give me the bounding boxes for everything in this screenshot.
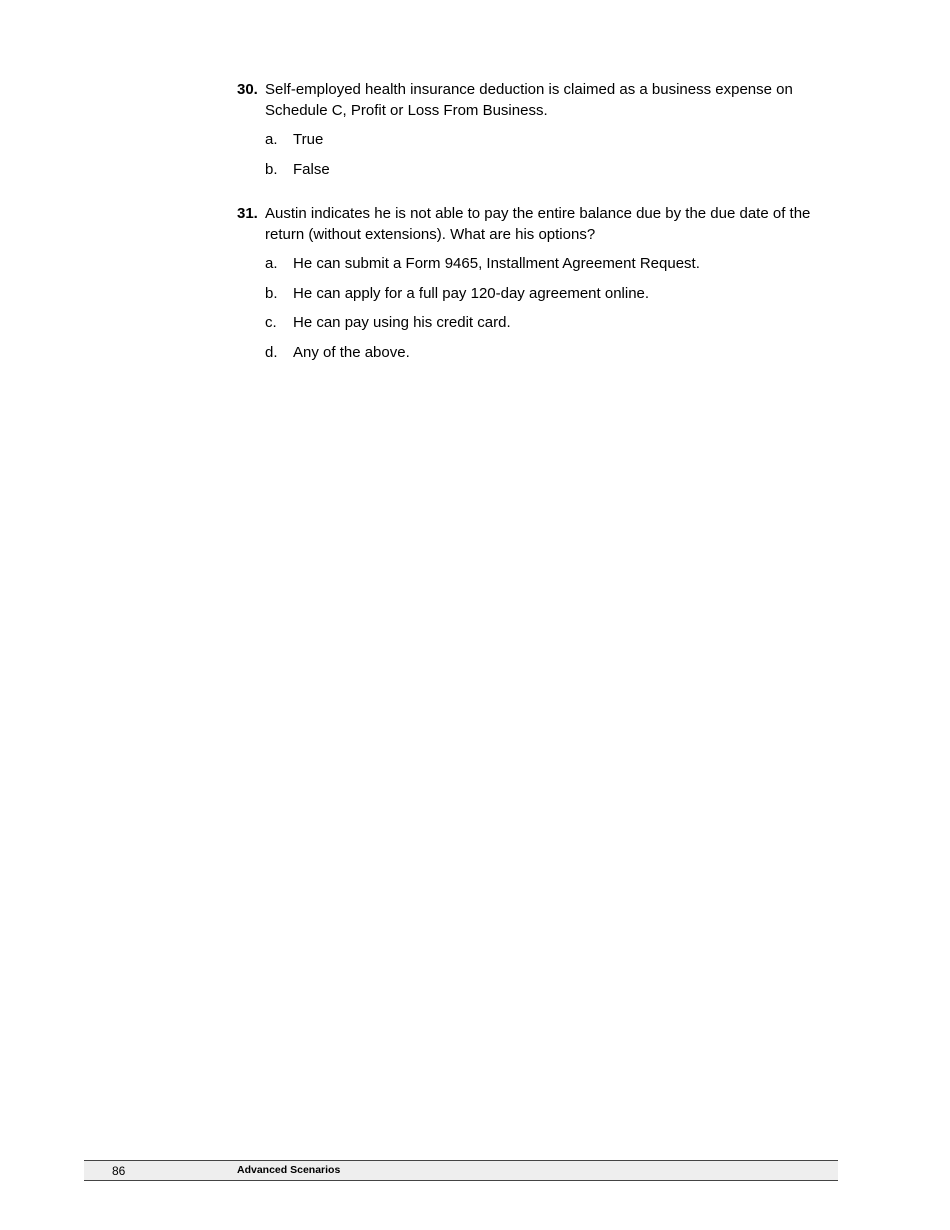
page-footer [84,1160,838,1181]
option-text: True [293,131,324,148]
question-number: 30. [237,81,258,98]
option-letter: d. [265,343,278,361]
option-letter: a. [265,255,278,272]
page-number: 86 [112,1164,126,1178]
option-text: He can apply for a full pay 120-day agreement online. [293,284,650,302]
option-letter: b. [265,284,278,302]
answer-option-b [265,159,837,180]
question-31 [237,203,837,371]
option-letter: c. [265,314,277,331]
option-letter: a. [265,131,278,148]
question-number: 31. [237,205,258,222]
answer-options [237,253,837,363]
answer-options [237,129,837,180]
option-text: He can submit a Form 9465, Installment Agreement Request. [293,255,700,272]
question-text: Self-employed health insurance deduction is claimed as a business expense on Schedule C, Profit or Loss From Business. [265,81,793,119]
question-stem [237,79,837,121]
answer-option-d [265,342,837,363]
option-letter: b. [265,160,278,178]
question-stem [237,203,837,245]
option-text: Any of the above. [293,343,410,361]
answer-option-a [265,253,837,274]
option-text: False [293,160,330,178]
answer-option-c [265,312,837,333]
answer-option-a [265,129,837,150]
question-text: Austin indicates he is not able to pay the entire balance due by the due date of the return (without extensions). What are his options? [265,205,811,243]
option-text: He can pay using his credit card. [293,314,511,331]
section-title: Advanced Scenarios [237,1164,341,1176]
question-30 [237,79,837,188]
answer-option-b [265,283,837,304]
